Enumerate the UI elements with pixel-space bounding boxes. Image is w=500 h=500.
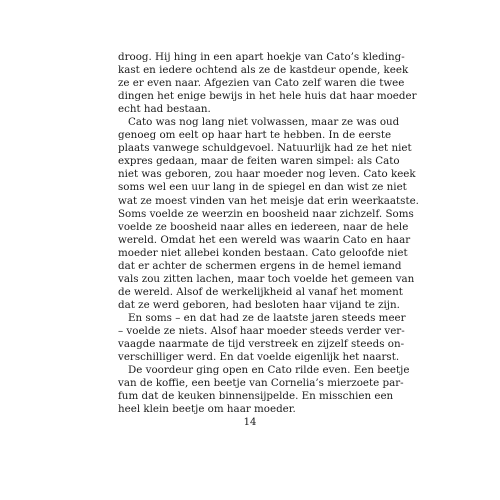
text-line: de wereld. Alsof de werkelijkheid al vanaf het moment <box>118 285 403 298</box>
text-line: soms wel een uur lang in de spiegel en dan wist ze niet <box>118 181 407 194</box>
text-line: – voelde ze niets. Alsof haar moeder steeds verder ver- <box>118 324 405 337</box>
text-line: Cato was nog lang niet volwassen, maar ze was oud <box>128 116 400 129</box>
page-number: 14 <box>243 417 257 428</box>
text-line: moeder niet allebei konden bestaan. Cato geloofde niet <box>118 246 408 259</box>
text-line: vaagde naarmate de tijd verstreek en zijzelf steeds on- <box>118 338 405 351</box>
text-line: wereld. Omdat het een wereld was waarin Cato en haar <box>118 233 411 246</box>
text-line: expres gedaan, maar de feiten waren simpel: als Cato <box>118 155 400 168</box>
text-line: droog. Hij hing in een apart hoekje van Cato’s kleding- <box>118 51 405 63</box>
text-line: dingen het enige bewijs in het hele huis dat haar moeder <box>118 90 417 103</box>
text-line: niet was geboren, zou haar moeder nog leven. Cato keek <box>118 168 416 181</box>
text-line: echt had bestaan. <box>118 103 211 116</box>
text-line: dat er achter de schermen ergens in de hemel iemand <box>118 259 402 272</box>
text-line: fum dat de keuken binnensijpelde. En misschien een <box>118 390 394 403</box>
text-line: vals zou zitten lachen, maar toch voelde het gemeen van <box>118 272 415 285</box>
text-line: voelde ze boosheid naar alles en iedereen, naar de hele <box>118 220 409 233</box>
text-line: wat ze moest vinden van het meisje dat erin weerkaatste. <box>118 194 419 207</box>
text-line: En soms – en dat had ze de laatste jaren steeds meer <box>128 311 406 324</box>
text-line: heel klein beetje om haar moeder. <box>118 403 296 416</box>
text-line: ze er even naar. Afgezien van Cato zelf waren die twee <box>118 77 405 90</box>
text-line: Soms voelde ze weerzin en boosheid naar zichzelf. Soms <box>118 207 414 220</box>
text-line: dat ze werd geboren, had besloten haar vijand te zijn. <box>118 298 400 311</box>
text-line: verschilliger werd. En dat voelde eigenlijk het naarst. <box>118 351 400 364</box>
text-line: van de koffie, een beetje van Cornelia’s mierzoete par- <box>118 377 404 390</box>
body-text <box>118 51 419 416</box>
text-line: genoeg om eelt op haar hart te hebben. In de eerste <box>118 129 392 142</box>
text-line: plaats vanwege schuldgevoel. Natuurlijk had ze het niet <box>118 142 412 155</box>
text-line: kast en iedere ochtend als ze de kastdeur opende, keek <box>118 64 409 77</box>
text-line: De voordeur ging open en Cato rilde even. Een beetje <box>128 364 410 377</box>
